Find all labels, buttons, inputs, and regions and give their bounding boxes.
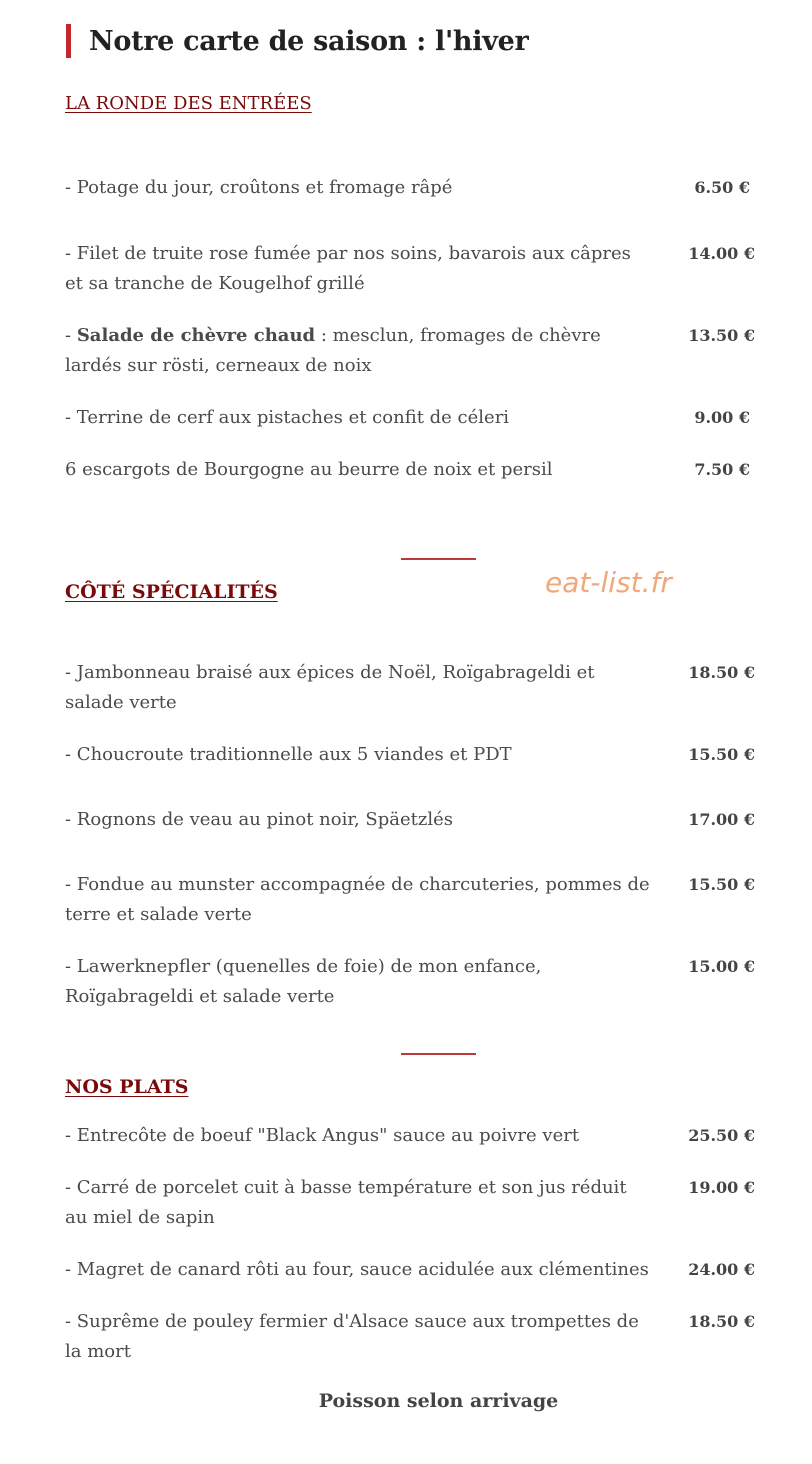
- menu-item-description: - Entrecôte de boeuf "Black Angus" sauce au poivre vert: [65, 1125, 580, 1146]
- menu-item: [65, 455, 755, 485]
- menu-item-price: 18.50 €: [688, 1312, 755, 1331]
- menu-item-description: - Potage du jour, croûtons et fromage râpé: [65, 177, 453, 198]
- section-heading-entrees[interactable]: LA RONDE DES ENTRÉES: [65, 93, 312, 114]
- menu-item-price: 14.00 €: [688, 244, 755, 263]
- menu-item-description: - Choucroute traditionnelle aux 5 viandes et PDT: [65, 744, 512, 765]
- menu-item: [65, 403, 755, 433]
- page-title-block: [66, 24, 528, 58]
- menu-item-price: 13.50 €: [688, 326, 755, 345]
- menu-item: [65, 239, 755, 299]
- section-divider: [401, 1053, 476, 1055]
- menu-item: [65, 1255, 755, 1285]
- menu-item-detail: : mesclun, fromages de chèvre lardés sur rösti, cerneaux de noix: [65, 325, 601, 376]
- menu-item: [65, 740, 755, 770]
- menu-item-prefix: -: [65, 325, 77, 346]
- watermark-logo: eat-list.fr: [545, 566, 672, 599]
- section-heading-plats[interactable]: NOS PLATS: [65, 1076, 189, 1098]
- menu-item-description: - Lawerknepfler (quenelles de foie) de mon enfance, Roïgabrageldi et salade verte: [65, 956, 542, 1007]
- menu-item-name: Salade de chèvre chaud: [76, 325, 316, 346]
- menu-item-description: - Fondue au munster accompagnée de charcuteries, pommes de terre et salade verte: [65, 874, 650, 925]
- menu-item-description: - Terrine de cerf aux pistaches et confit de céleri: [65, 407, 510, 428]
- menu-item: [65, 1173, 755, 1233]
- menu-item-price: 15.50 €: [688, 875, 755, 894]
- menu-item: [65, 1307, 755, 1367]
- menu-item-price: 17.00 €: [688, 810, 755, 829]
- menu-item-price: 15.00 €: [688, 957, 755, 976]
- section-heading-specialites[interactable]: CÔTÉ SPÉCIALITÉS: [65, 581, 278, 603]
- section-divider: [401, 558, 476, 560]
- page-title: Notre carte de saison : l'hiver: [89, 25, 529, 57]
- menu-item-price: 24.00 €: [688, 1260, 755, 1279]
- menu-item-description: - Magret de canard rôti au four, sauce acidulée aux clémentines: [65, 1259, 649, 1280]
- menu-item: [65, 805, 755, 835]
- menu-item-price: 7.50 €: [694, 460, 750, 479]
- menu-item-price: 25.50 €: [688, 1126, 755, 1145]
- menu-item-description: 6 escargots de Bourgogne au beurre de noix et persil: [65, 459, 553, 480]
- menu-item-description: - Carré de porcelet cuit à basse température et son jus réduit au miel de sapin: [65, 1177, 627, 1228]
- menu-item-price: 18.50 €: [688, 663, 755, 682]
- menu-item: [65, 870, 755, 930]
- menu-item-description: - Rognons de veau au pinot noir, Späetzlés: [65, 809, 454, 830]
- menu-item: [65, 173, 755, 203]
- title-accent-bar: [66, 24, 71, 58]
- menu-item: [65, 1121, 755, 1151]
- footer-note: Poisson selon arrivage: [318, 1390, 559, 1412]
- menu-item-price: 15.50 €: [688, 745, 755, 764]
- menu-item-price: 9.00 €: [694, 408, 750, 427]
- menu-item: [65, 321, 755, 381]
- menu-item: [65, 658, 755, 718]
- menu-item-description: - Jambonneau braisé aux épices de Noël, Roïgabrageldi et salade verte: [65, 662, 595, 713]
- menu-item-price: 19.00 €: [688, 1178, 755, 1197]
- menu-item-description: [65, 321, 650, 381]
- menu-item-description: - Filet de truite rose fumée par nos soins, bavarois aux câpres et sa tranche de Kougelhof grillé: [65, 243, 631, 294]
- menu-item: [65, 952, 755, 1012]
- menu-item-price: 6.50 €: [694, 178, 750, 197]
- menu-item-description: - Suprême de pouley fermier d'Alsace sauce aux trompettes de la mort: [65, 1311, 639, 1362]
